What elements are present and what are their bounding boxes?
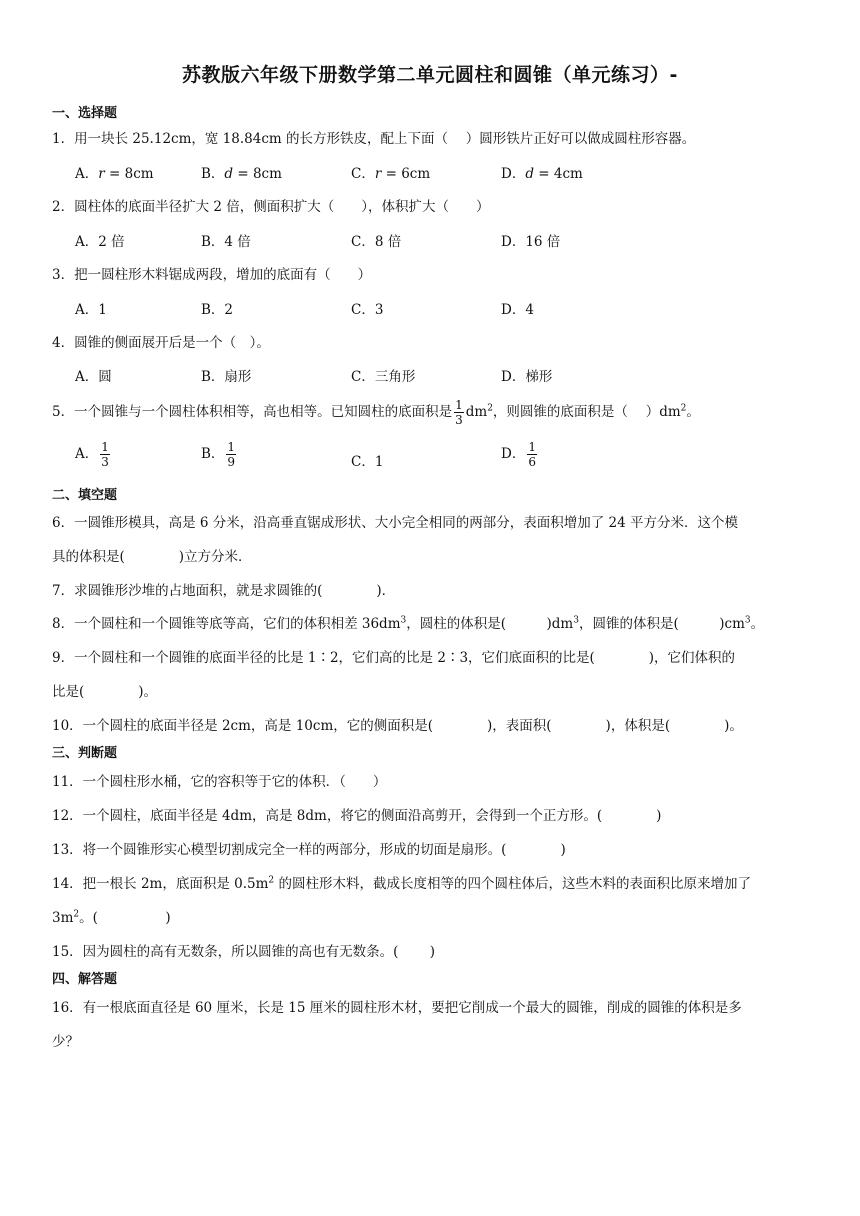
option-c (351, 162, 430, 182)
question-6-line-1: 6．一圆锥形模具，高是 6 分米，沿高垂直锯成形状、大小完全相同的两部分，表面积增加了 24 平方分米．这个模 (52, 515, 739, 531)
superscript: 3 (400, 615, 407, 626)
question-14-line2-after: 。( ) (79, 910, 171, 926)
option-c: C．8 倍 (351, 234, 402, 250)
option-a-label: A． (75, 446, 99, 462)
question-8-text-end: 。 (750, 616, 765, 632)
fraction (100, 440, 110, 469)
fraction-denominator: 9 (227, 455, 236, 469)
question-14-line-1 (52, 872, 751, 892)
superscript: 2 (487, 403, 493, 414)
option-b-label: B． (201, 446, 225, 462)
question-5-text-end: 。 (686, 404, 700, 420)
question-6-line-2: 具的体积是( )立方分米． (52, 549, 252, 565)
option-b: B．4 倍 (201, 234, 251, 250)
option-c-label: C． (351, 166, 375, 182)
option-a: A．2 倍 (75, 234, 125, 250)
question-2: 2．圆柱体的底面半径扩大 2 倍，侧面积扩大（ ），体积扩大（ ） (52, 199, 490, 215)
option-d-value: = 4cm (533, 166, 583, 182)
option-d (501, 440, 539, 469)
option-c-value: = 6cm (381, 166, 431, 182)
question-10: 10．一个圆柱的底面半径是 2cm，高是 10cm，它的侧面积是( )，表面积( )，体积是( )。 (52, 718, 743, 734)
fraction-denominator: 3 (455, 413, 463, 427)
fraction (454, 398, 464, 427)
question-4: 4．圆锥的侧面展开后是一个（ ）。 (52, 335, 270, 351)
superscript: 3 (744, 615, 751, 626)
option-d: D．16 倍 (501, 234, 561, 250)
option-b: B．2 (201, 302, 234, 318)
option-b-var: d (224, 166, 234, 182)
fraction-numerator: 1 (227, 440, 236, 454)
option-d-var: d (525, 166, 534, 182)
question-5-text: 5．一个圆锥与一个圆柱体积相等，高也相等。已知圆柱的底面积是 (52, 404, 453, 420)
superscript: 2 (73, 909, 80, 920)
question-13: 13．将一个圆锥形实心模型切割成完全一样的两部分，形成的切面是扇形。( ) (52, 842, 566, 858)
section-heading-solve: 四、解答题 (52, 972, 118, 987)
question-14-line-2 (52, 906, 171, 926)
section-heading-fill: 二、填空题 (52, 488, 118, 503)
unit: dm (465, 404, 488, 420)
question-5-text-after: ，则圆锥的底面积是（ ）dm (492, 404, 681, 420)
question-14-text-after: 的圆柱形木料，截成长度相等的四个圆柱体后，这些木料的表面积比原来增加了 (274, 876, 751, 892)
question-8-text: 8．一个圆柱和一个圆锥等底等高，它们的体积相差 36dm (52, 616, 401, 632)
option-c: C．1 (351, 454, 384, 470)
superscript: 3 (573, 615, 579, 626)
option-d: D．4 (501, 302, 534, 318)
option-d-label: D． (501, 166, 526, 182)
question-8 (52, 612, 764, 632)
option-b-value: = 8cm (233, 166, 282, 182)
question-9-line-1: 9．一个圆柱和一个圆锥的底面半径的比是 1∶2，它们高的比是 2∶3，它们底面积的比是( )，它们体积的 (52, 650, 736, 666)
superscript: 2 (268, 875, 275, 886)
option-a: A．圆 (75, 369, 112, 385)
option-b: B．扇形 (201, 369, 252, 385)
question-7: 7．求圆锥形沙堆的占地面积，就是求圆锥的( )． (52, 583, 396, 599)
option-b-label: B． (201, 166, 225, 182)
fraction-numerator: 1 (455, 398, 463, 412)
fraction (226, 440, 236, 469)
question-16-line-1: 16．有一根底面直径是 60 厘米，长是 15 厘米的圆柱形木材，要把它削成一个最大的圆锥，削成的圆锥的体积是多 (52, 1000, 742, 1016)
option-d (501, 162, 583, 182)
option-d-label: D． (501, 446, 526, 462)
question-9-line-2: 比是( )。 (52, 684, 158, 700)
option-d: D．梯形 (501, 369, 553, 385)
question-8-text-mid2: ，圆锥的体积是( )cm (578, 616, 745, 632)
question-14-line2-text: 3m (52, 910, 74, 926)
section-heading-choice: 一、选择题 (52, 106, 118, 121)
question-15: 15．因为圆柱的高有无数条，所以圆锥的高也有无数条。( ) (52, 944, 436, 960)
option-b (201, 162, 282, 182)
option-c: C．三角形 (351, 369, 416, 385)
question-3: 3．把一圆柱形木料锯成两段，增加的底面有（ ） (52, 267, 372, 283)
fraction (527, 440, 537, 469)
option-c: C．3 (351, 302, 384, 318)
question-11: 11．一个圆柱形水桶，它的容积等于它的体积．（ ） (52, 774, 387, 790)
option-b (201, 440, 238, 469)
option-a-var: r (98, 166, 105, 182)
option-a (75, 162, 154, 182)
fraction-denominator: 3 (101, 455, 109, 469)
question-12: 12．一个圆柱，底面半径是 4dm，高是 8dm，将它的侧面沿高剪开，会得到一个正方形。( ) (52, 808, 662, 824)
option-a-value: = 8cm (104, 166, 154, 182)
question-8-text-mid: ，圆柱的体积是( )dm (406, 616, 574, 632)
question-5 (52, 398, 700, 427)
section-heading-judge: 三、判断题 (52, 746, 118, 761)
option-a: A．1 (75, 302, 107, 318)
fraction-numerator: 1 (528, 440, 536, 454)
option-a-label: A． (75, 166, 99, 182)
fraction-numerator: 1 (101, 440, 109, 454)
option-a (75, 440, 112, 469)
question-16-line-2: 少？ (52, 1034, 79, 1050)
question-14-text: 14．把一根长 2m，底面积是 0.5m (52, 876, 269, 892)
superscript: 2 (680, 403, 687, 414)
page-title: 苏教版六年级下册数学第二单元圆柱和圆锥（单元练习）- (182, 64, 678, 86)
question-1: 1．用一块长 25.12cm，宽 18.84cm 的长方形铁皮，配上下面（ ）圆形铁片正好可以做成圆柱形容器。 (52, 131, 696, 147)
option-c-var: r (374, 166, 382, 182)
fraction-denominator: 6 (528, 455, 536, 469)
